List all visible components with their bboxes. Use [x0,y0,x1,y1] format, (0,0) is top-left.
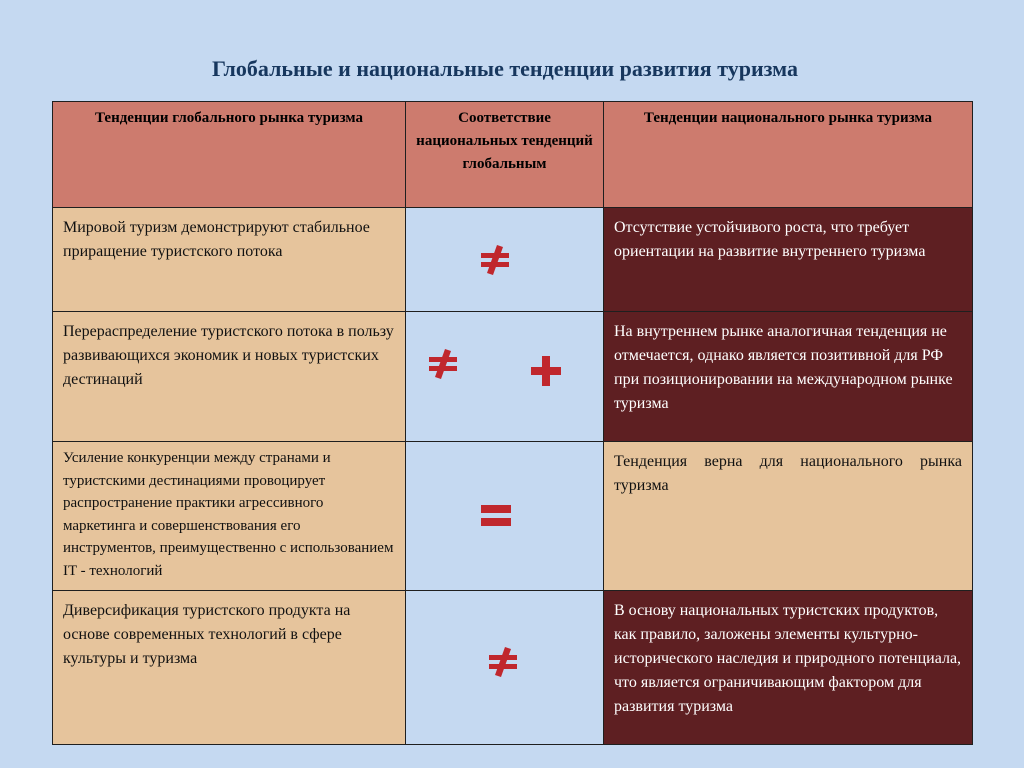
equal-icon [480,501,512,529]
table-row [53,312,973,442]
national-trend-cell: Тенденция верна для национального рынка туризма [604,442,973,591]
correspondence-cell [406,312,604,442]
header-row [53,102,973,208]
correspondence-cell [406,591,604,745]
plus-icon [530,355,562,387]
table-row [53,442,973,591]
global-trend-cell: Перераспределение туристского потока в пользу развивающихся экономик и новых туристских дестинаций [53,312,406,442]
global-trend-cell: Усиление конкуренции между странами и туристскими дестинациями провоцирует распространение практики агрессивного маркетинга и совершенствования его инструментов, преимущественно с использованием IT - технологий [53,442,406,591]
correspondence-cell [406,208,604,312]
not-equal-icon [488,647,518,677]
global-trend-cell: Мировой туризм демонстрируют стабильное приращение туристского потока [53,208,406,312]
not-equal-icon [480,245,510,275]
table-row [53,208,973,312]
not-equal-icon [428,349,458,379]
page-title: Глобальные и национальные тенденции развития туризма [212,56,798,81]
national-trend-cell: Отсутствие устойчивого роста, что требует ориентации на развитие внутреннего туризма [604,208,973,312]
national-trend-cell: В основу национальных туристских продуктов, как правило, заложены элементы культурно-исторического наследия и природного потенциала, что является ограничивающим фактором для развития туризма [604,591,973,745]
table-row [53,591,973,745]
tendencies-table [52,101,973,745]
national-trend-cell: На внутреннем рынке аналогичная тенденция не отмечается, однако является позитивной для РФ при позиционировании на международном рынке туризма [604,312,973,442]
correspondence-cell [406,442,604,591]
header-correspondence: Соответствие национальных тенденций глобальным [406,102,604,208]
header-global: Тенденции глобального рынка туризма [53,102,406,208]
header-national: Тенденции национального рынка туризма [604,102,973,208]
global-trend-cell: Диверсификация туристского продукта на основе современных технологий в сфере культуры и туризма [53,591,406,745]
